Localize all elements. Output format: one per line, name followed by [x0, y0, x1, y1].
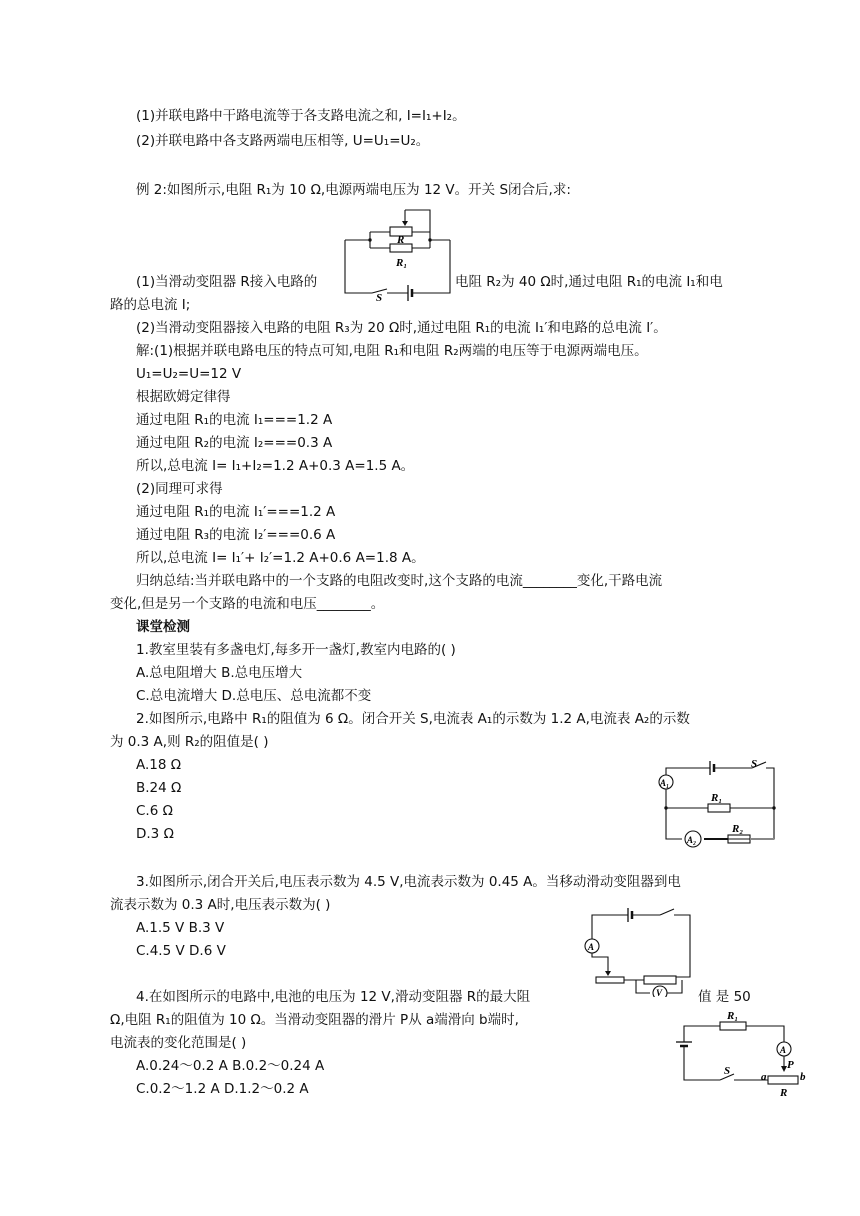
section-title: 课堂检测 — [136, 619, 190, 635]
rule-1: (1)并联电路中干路电流等于各支路电流之和, I=I₁+I₂。 — [136, 108, 466, 124]
q4-stem-b: Ω,电阻 R₁的阻值为 10 Ω。当滑动变阻器的滑片 P从 a端滑向 b端时, — [110, 1012, 519, 1028]
label-r: R — [397, 234, 405, 246]
label-r2: R₂ — [732, 823, 744, 835]
label-r1: R₁ — [727, 1010, 739, 1022]
solution-line-5: 通过电阻 R₂的电流 I₂===0.3 A — [136, 435, 333, 451]
example-2-intro: 例 2:如图所示,电阻 R₁为 10 Ω,电源两端电压为 12 V。开关 S闭合后,求: — [136, 182, 571, 198]
label-a: A — [588, 942, 595, 952]
q1-options-cd: C.总电流增大 D.总电压、总电流都不变 — [136, 688, 372, 704]
label-s: S — [751, 758, 758, 770]
solution-line-2: U₁=U₂=U=12 V — [136, 366, 242, 382]
solution-line-9: 通过电阻 R₃的电流 I₂′===0.6 A — [136, 527, 336, 543]
label-a2: A₂ — [687, 835, 697, 845]
label-a: A — [780, 1045, 787, 1055]
q4-options-ab: A.0.24～0.2 A B.0.2～0.24 A — [136, 1058, 325, 1074]
label-a-end: a — [761, 1071, 767, 1083]
label-r1: R₁ — [396, 257, 408, 269]
q1-stem: 1.教室里装有多盏电灯,每多开一盏灯,教室内电路的( ) — [136, 642, 456, 658]
example-2-question-2: (2)当滑动变阻器接入电路的电阻 R₃为 20 Ω时,通过电阻 R₁的电流 I₁′和电路的总电流 I′。 — [136, 320, 667, 336]
q4-stem-a2: 值 是 50 — [698, 989, 751, 1005]
q4-stem-c: 电流表的变化范围是( ) — [110, 1035, 247, 1051]
q2-option-d: D.3 Ω — [136, 826, 174, 842]
q3-options-cd: C.4.5 V D.6 V — [136, 943, 226, 959]
example-2-question-1b: 电阻 R₂为 40 Ω时,通过电阻 R₁的电流 I₁和电 — [455, 274, 723, 290]
summary-line-2: 变化,但是另一个支路的电流和电压________。 — [110, 596, 385, 612]
example-2-question-1a: (1)当滑动变阻器 R接入电路的 — [136, 274, 318, 290]
label-r1: R₁ — [711, 792, 723, 804]
q3-options-ab: A.1.5 V B.3 V — [136, 920, 225, 936]
example-2-circuit-diagram — [340, 205, 456, 305]
summary-line-1: 归纳总结:当并联电路中的一个支路的电阻改变时,这个支路的电流________变化,干路电流 — [136, 573, 663, 589]
solution-line-1: 解:(1)根据并联电路电压的特点可知,电阻 R₁和电阻 R₂两端的电压等于电源两端电压。 — [136, 343, 648, 359]
q3-stem-a: 3.如图所示,闭合开关后,电压表示数为 4.5 V,电流表示数为 0.45 A。当移动滑动变阻器到电 — [136, 874, 681, 890]
q4-stem-a: 4.在如图所示的电路中,电池的电压为 12 V,滑动变阻器 R的最大阻 — [136, 989, 531, 1005]
label-s: S — [724, 1065, 731, 1077]
label-v: V — [656, 988, 663, 997]
q3-circuit-diagram — [578, 905, 698, 997]
solution-line-4: 通过电阻 R₁的电流 I₁===1.2 A — [136, 412, 333, 428]
solution-line-3: 根据欧姆定律得 — [136, 389, 231, 405]
label-p: P — [787, 1059, 794, 1071]
q1-options-ab: A.总电阻增大 B.总电压增大 — [136, 665, 303, 681]
example-2-question-1c: 路的总电流 I; — [110, 297, 191, 313]
q2-option-c: C.6 Ω — [136, 803, 173, 819]
solution-line-10: 所以,总电流 I= I₁′+ I₂′=1.2 A+0.6 A=1.8 A。 — [136, 550, 425, 566]
q2-option-b: B.24 Ω — [136, 780, 182, 796]
q4-options-cd: C.0.2～1.2 A D.1.2～0.2 A — [136, 1081, 309, 1097]
q2-option-a: A.18 Ω — [136, 757, 182, 773]
solution-line-6: 所以,总电流 I= I₁+I₂=1.2 A+0.3 A=1.5 A。 — [136, 458, 415, 474]
q3-stem-b: 流表示数为 0.3 A时,电压表示数为( ) — [110, 897, 331, 913]
q4-circuit-diagram — [672, 1008, 812, 1100]
q2-circuit-diagram — [652, 752, 782, 862]
solution-line-7: (2)同理可求得 — [136, 481, 223, 497]
label-b-end: b — [800, 1071, 806, 1083]
q2-stem-a: 2.如图所示,电路中 R₁的阻值为 6 Ω。闭合开关 S,电流表 A₁的示数为 1.2 A,电流表 A₂的示数 — [136, 711, 690, 727]
q2-stem-b: 为 0.3 A,则 R₂的阻值是( ) — [110, 734, 269, 750]
label-r: R — [780, 1087, 788, 1099]
label-s: S — [376, 292, 383, 304]
label-a1: A₁ — [660, 778, 670, 788]
solution-line-8: 通过电阻 R₁的电流 I₁′===1.2 A — [136, 504, 336, 520]
rule-2: (2)并联电路中各支路两端电压相等, U=U₁=U₂。 — [136, 133, 430, 149]
